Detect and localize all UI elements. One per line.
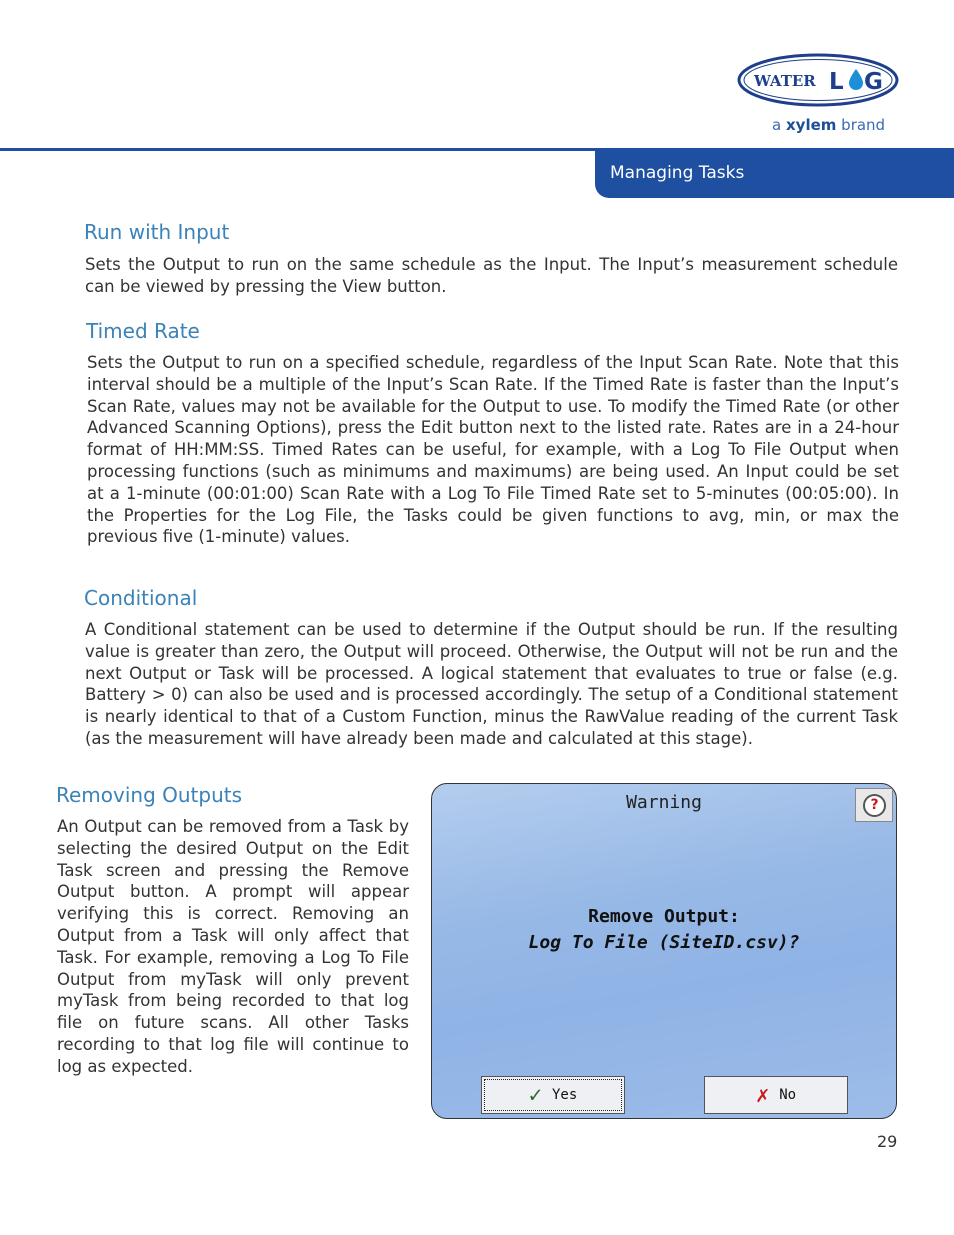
logo-text-g: G xyxy=(864,69,883,95)
x-mark-icon: ✗ xyxy=(755,1082,770,1108)
heading-timed-rate: Timed Rate xyxy=(86,319,200,343)
dialog-title: Warning xyxy=(626,792,702,813)
help-icon: ? xyxy=(863,794,886,817)
heading-run-with-input: Run with Input xyxy=(84,220,230,244)
paragraph-removing-outputs: An Output can be removed from a Task by selecting the desired Output on the Edit Task screen and pressing the Remove Output button. A prompt will appear verifying this is correct. Removing an Output from a Task will only affect that Task. For example, removing a Log To File Output from myTask will only prevent myTask from being recorded to that log file on future scans. All other Tasks recording to that log file will continue to log as expected. xyxy=(57,817,409,1076)
warning-dialog-screenshot xyxy=(431,783,897,1119)
paragraph-run-with-input: Sets the Output to run on the same schedule as the Input. The Input’s measurement schedule can be viewed by pressing the View button. xyxy=(85,255,898,296)
logo-text-l: L xyxy=(829,69,844,95)
no-button[interactable] xyxy=(704,1076,848,1114)
dialog-message-line1: Remove Output: xyxy=(588,906,740,927)
tagline-brand: xylem xyxy=(785,116,837,134)
yes-label: Yes xyxy=(551,1087,578,1103)
heading-removing-outputs: Removing Outputs xyxy=(56,783,243,807)
brand-tagline xyxy=(772,116,885,134)
tagline-prefix: a xyxy=(772,116,782,134)
paragraph-conditional: A Conditional statement can be used to determine if the Output should be run. If the resulting value is greater than zero, the Output will proceed. Otherwise, the Output will not be run and the next Output or Task will be processed. A logical statement that evaluates to true or false (e.g. Battery > 0) can also be used and is processed accordingly. The setup of a Conditional statement is nearly identical to that of a Custom Function, minus the RawValue reading of the current Task (as the measurement will have already been made and calculated at this stage). xyxy=(85,620,898,748)
checkmark-icon: ✓ xyxy=(528,1082,542,1108)
tagline-suffix: brand xyxy=(841,116,886,134)
logo-text-water: WATER xyxy=(754,72,816,90)
no-label: No xyxy=(779,1087,797,1103)
waterlog-logo xyxy=(737,52,899,108)
help-button[interactable] xyxy=(855,788,893,822)
section-tab: Managing Tasks xyxy=(595,150,954,198)
yes-button[interactable] xyxy=(481,1076,625,1114)
dialog-message-line2: Log To File (SiteID.csv)? xyxy=(528,932,800,953)
page-number: 29 xyxy=(877,1132,898,1151)
heading-conditional: Conditional xyxy=(84,586,198,610)
paragraph-timed-rate: Sets the Output to run on a specified schedule, regardless of the Input Scan Rate. Note that this interval should be a multiple of the Input’s Scan Rate. If the Timed Rate is faster than the Input’s Scan Rate, values may not be available for the Output to use. To modify the Timed Rate (or other Advanced Scanning Options), press the Edit button next to the listed rate. Rates are in a 24-hour format of HH:MM:SS. Timed Rates can be useful, for example, with a Log To File Output when processing functions (such as minimums and maximums) are being used. An Input could be set at a 1-minute (00:01:00) Scan Rate with a Log To File Timed Rate set to 5-minutes (00:05:00). In the Properties for the Log File, the Tasks could be given functions to avg, min, or max the previous five (1-minute) values. xyxy=(87,353,899,547)
